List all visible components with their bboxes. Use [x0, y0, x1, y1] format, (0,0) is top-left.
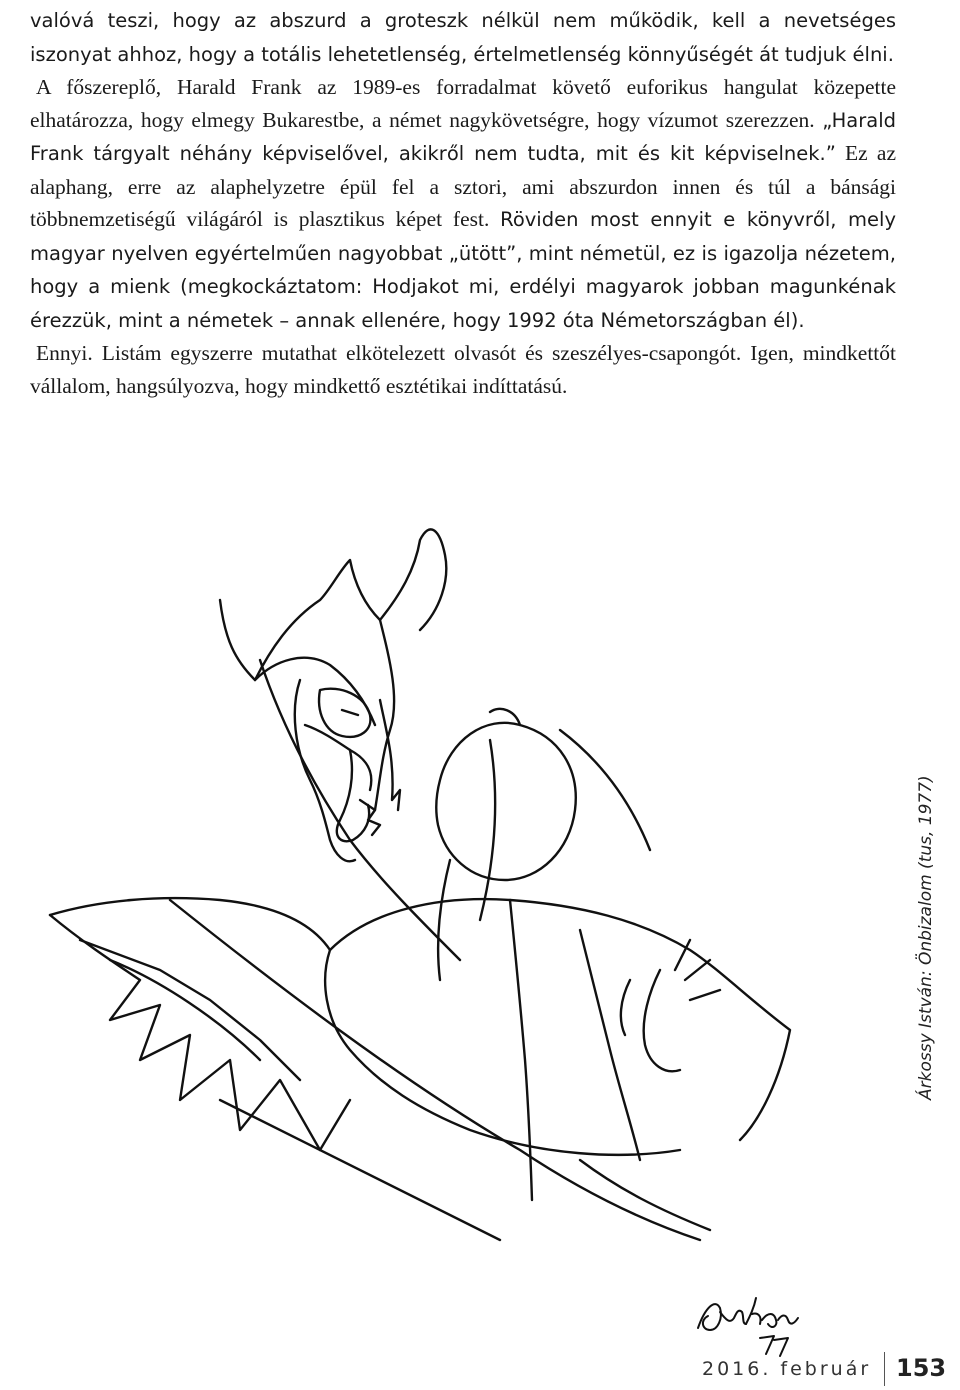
issue-date: 2016. február — [702, 1358, 872, 1380]
paragraph-3 — [30, 337, 896, 402]
paragraph-1 — [30, 4, 896, 71]
paragraph-2-quote: „Harald Frank tárgyalt néhány képviselővel, akikről nem tudta, mit és kit képviselnek.” — [30, 108, 897, 165]
ink-drawing-illustration — [20, 500, 900, 1260]
paragraph-3-text: Ennyi. Listám egyszerre mutathat elkötelezett olvasót és szeszélyes-csapongót. Igen, mindkettőt vállalom, hangsúlyozva, hogy mindkettő esztétikai indíttatású. — [30, 341, 896, 398]
illustration-caption: Árkossy István: Önbizalom (tus, 1977) — [916, 775, 936, 1100]
page-number: 153 — [896, 1354, 947, 1382]
paragraph-2-text-c: Röviden most ennyit e könyvről, mely magyar nyelven egyértelműen nagyobbat „ütött”, mint németül, ez is igazolja nézetem, hogy a mienk (megkockáztatom: Hodjakot mi, erdélyi magyarok jobban magunkénak érezzük, mint a németek – annak ellenére, hogy 1992 óta Németországban él). — [30, 208, 897, 332]
paragraph-2-text-b: Ez az alaphang, erre az alaphelyzetre épül fel a sztori, ami abszurdon innen és túl a bánsági többnemzetiségű világáról is plasztikus képet fest. — [30, 141, 897, 231]
footer-divider — [884, 1352, 885, 1386]
artist-signature — [690, 1268, 810, 1358]
article-text — [30, 4, 896, 402]
paragraph-2 — [30, 71, 896, 337]
paragraph-2-text-a: A főszereplő, Harald Frank az 1989-es forradalmat követő euforikus hangulat közepette elhatározza, hogy elmegy Bukarestbe, a német nagykövetségre, hogy vízumot szerezzen. — [30, 75, 896, 132]
paragraph-1-text: valóvá teszi, hogy az abszurd a groteszk nélkül nem működik, kell a nevetséges iszonyat ahhoz, hogy a totális lehetetlenség, értelmetlenség könnyűségét át tudjuk élni. — [30, 9, 896, 66]
